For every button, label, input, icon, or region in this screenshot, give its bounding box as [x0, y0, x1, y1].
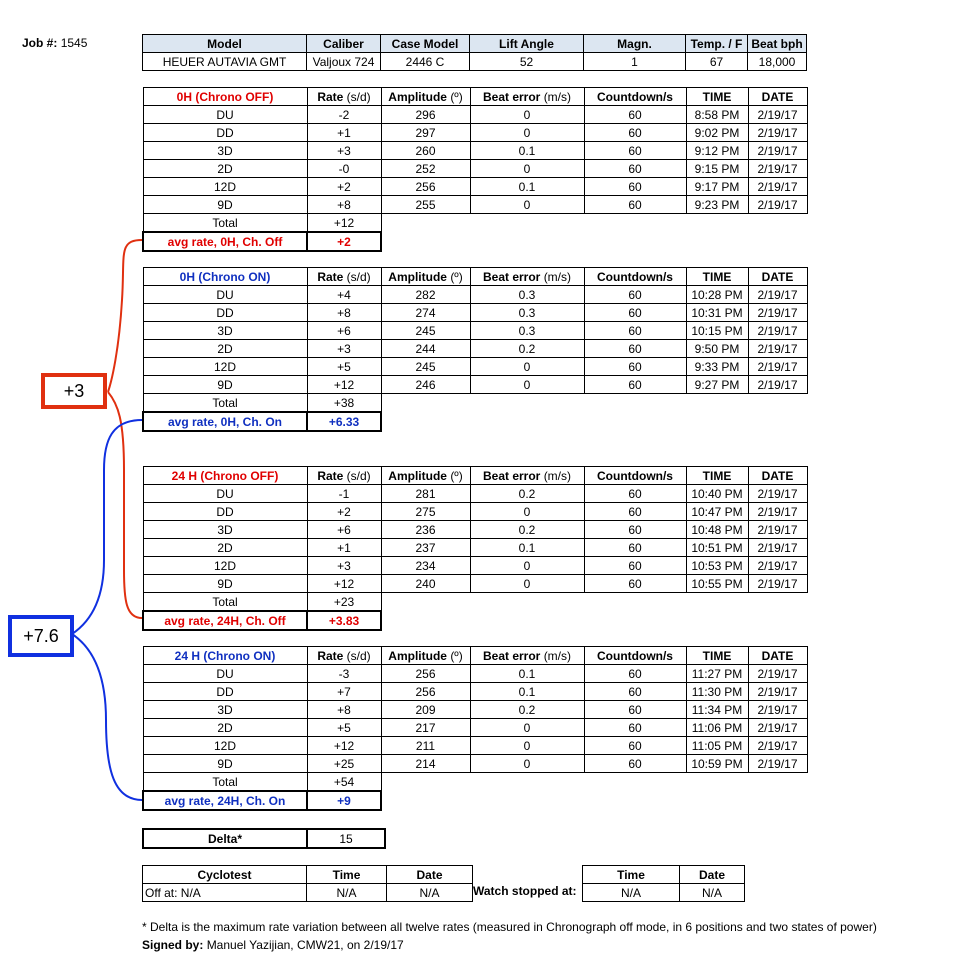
position-cell: 9D — [143, 575, 307, 593]
amplitude-header-text: Amplitude — [388, 468, 447, 483]
avg-rate-label: avg rate, 0H, Ch. On — [143, 412, 307, 431]
avg-rate-value: +2 — [307, 232, 381, 251]
cyclotest-header-row — [143, 866, 473, 884]
beat-error-cell: 0.3 — [470, 304, 584, 322]
amplitude-cell: 281 — [381, 485, 470, 503]
amplitude-header-text: Amplitude — [388, 89, 447, 104]
spec-header: Case Model — [381, 35, 470, 53]
rate-cell: +5 — [307, 719, 381, 737]
rate-header-unit: (s/d) — [346, 468, 371, 483]
beat-error-cell: 0.2 — [470, 701, 584, 719]
date-cell: 2/19/17 — [748, 539, 807, 557]
amplitude-cell: 245 — [381, 358, 470, 376]
position-cell: 9D — [143, 755, 307, 773]
time-cell: 10:48 PM — [686, 521, 748, 539]
position-cell: 2D — [143, 539, 307, 557]
spec-value: 52 — [470, 53, 584, 71]
rate-header-text: Rate — [317, 468, 344, 483]
date-cell: 2/19/17 — [748, 503, 807, 521]
beat-error-cell: 0 — [470, 503, 584, 521]
position-cell: 12D — [143, 178, 307, 196]
avg-rate-label: avg rate, 24H, Ch. Off — [143, 611, 307, 630]
position-cell: 3D — [143, 142, 307, 160]
countdown-cell: 60 — [584, 124, 686, 142]
amplitude-cell: 214 — [381, 755, 470, 773]
date-cell: 2/19/17 — [748, 178, 807, 196]
signature — [142, 938, 404, 952]
position-cell: DD — [143, 683, 307, 701]
stopped-header-row — [583, 866, 745, 884]
position-cell: 3D — [143, 701, 307, 719]
countdown-cell: 60 — [584, 701, 686, 719]
amplitude-cell: 211 — [381, 737, 470, 755]
beat-error-cell: 0.2 — [470, 485, 584, 503]
off-bracket-line — [108, 240, 142, 392]
time-cell: 9:12 PM — [686, 142, 748, 160]
rate-cell: -2 — [307, 106, 381, 124]
date-cell: 2/19/17 — [748, 340, 807, 358]
time-cell: 11:05 PM — [686, 737, 748, 755]
time-cell: 9:27 PM — [686, 376, 748, 394]
time-cell: 10:31 PM — [686, 304, 748, 322]
total-value: +54 — [307, 773, 381, 792]
job-value: 1545 — [60, 36, 88, 50]
date-header-text: DATE — [761, 89, 794, 104]
time-cell: 8:58 PM — [686, 106, 748, 124]
amplitude-cell: 256 — [381, 665, 470, 683]
avg-rate-label: avg rate, 0H, Ch. Off — [143, 232, 307, 251]
total-label: Total — [143, 593, 307, 612]
beat-error-cell: 0.3 — [470, 286, 584, 304]
beat-error-cell: 0 — [470, 557, 584, 575]
rate-cell: +25 — [307, 755, 381, 773]
countdown-header-text: Countdown/s — [597, 468, 673, 483]
amplitude-header-unit: (º) — [450, 269, 463, 284]
position-cell: 3D — [143, 322, 307, 340]
time-cell: 10:51 PM — [686, 539, 748, 557]
rate-cell: +8 — [307, 196, 381, 214]
beat-error-cell: 0.1 — [470, 683, 584, 701]
spec-header: Model — [143, 35, 307, 53]
beat-error-cell: 0 — [470, 106, 584, 124]
position-cell: DU — [143, 286, 307, 304]
on-bracket-line — [72, 634, 142, 800]
total-value: +23 — [307, 593, 381, 612]
spec-header: Magn. — [584, 35, 686, 53]
date-header-text: DATE — [761, 269, 794, 284]
stopped-header: Date — [680, 866, 745, 884]
time-cell: 9:02 PM — [686, 124, 748, 142]
rate-cell: +3 — [307, 142, 381, 160]
spec-header: Caliber — [307, 35, 381, 53]
signed-value: Manuel Yazijian, CMW21, on 2/19/17 — [206, 938, 404, 952]
amplitude-cell: 282 — [381, 286, 470, 304]
date-cell: 2/19/17 — [748, 358, 807, 376]
cyclotest-header: Date — [387, 866, 473, 884]
amplitude-cell: 296 — [381, 106, 470, 124]
total-value: +38 — [307, 394, 381, 413]
beat-error-header-unit: (m/s) — [543, 269, 572, 284]
rate-header-text: Rate — [317, 269, 344, 284]
position-cell: DU — [143, 485, 307, 503]
avg-rate-value: +9 — [307, 791, 381, 810]
beat-error-cell: 0.1 — [470, 665, 584, 683]
date-header-text: DATE — [761, 468, 794, 483]
cyclotest-date: N/A — [387, 884, 473, 902]
date-cell: 2/19/17 — [748, 286, 807, 304]
position-cell: 3D — [143, 521, 307, 539]
time-cell: 11:06 PM — [686, 719, 748, 737]
countdown-cell: 60 — [584, 322, 686, 340]
spec-header: Beat bph — [748, 35, 807, 53]
beat-error-cell: 0 — [470, 124, 584, 142]
beat-error-cell: 0 — [470, 196, 584, 214]
beat-error-cell: 0.2 — [470, 340, 584, 358]
beat-error-cell: 0.2 — [470, 521, 584, 539]
time-cell: 10:28 PM — [686, 286, 748, 304]
rate-cell: +12 — [307, 376, 381, 394]
countdown-cell: 60 — [584, 665, 686, 683]
time-cell: 9:33 PM — [686, 358, 748, 376]
beat-error-header-text: Beat error — [482, 468, 541, 483]
countdown-cell: 60 — [584, 755, 686, 773]
date-cell: 2/19/17 — [748, 160, 807, 178]
beat-error-cell: 0 — [470, 575, 584, 593]
rate-cell: -0 — [307, 160, 381, 178]
time-cell: 10:47 PM — [686, 503, 748, 521]
stopped-date: N/A — [680, 884, 745, 902]
date-cell: 2/19/17 — [748, 322, 807, 340]
date-cell: 2/19/17 — [748, 683, 807, 701]
beat-error-header-unit: (m/s) — [543, 89, 572, 104]
rate-cell: +2 — [307, 178, 381, 196]
cyclotest-time: N/A — [307, 884, 387, 902]
amplitude-cell: 252 — [381, 160, 470, 178]
cyclotest-row — [143, 884, 473, 902]
countdown-cell: 60 — [584, 485, 686, 503]
amplitude-cell: 256 — [381, 683, 470, 701]
amplitude-cell: 256 — [381, 178, 470, 196]
amplitude-cell: 297 — [381, 124, 470, 142]
job-label: Job #: — [22, 36, 58, 50]
position-cell: DD — [143, 503, 307, 521]
time-cell: 10:15 PM — [686, 322, 748, 340]
total-value: +12 — [307, 214, 381, 233]
beat-error-cell: 0 — [470, 737, 584, 755]
amplitude-cell: 217 — [381, 719, 470, 737]
amplitude-cell: 246 — [381, 376, 470, 394]
time-cell: 10:55 PM — [686, 575, 748, 593]
date-cell: 2/19/17 — [748, 376, 807, 394]
off-diff-callout — [41, 373, 107, 409]
countdown-cell: 60 — [584, 557, 686, 575]
amplitude-cell: 234 — [381, 557, 470, 575]
beat-error-header-unit: (m/s) — [543, 648, 572, 663]
rate-cell: +7 — [307, 683, 381, 701]
position-cell: 9D — [143, 376, 307, 394]
position-cell: 12D — [143, 557, 307, 575]
position-cell: 9D — [143, 196, 307, 214]
on-diff-callout — [8, 615, 74, 657]
spec-value: 67 — [686, 53, 748, 71]
beat-error-cell: 0.1 — [470, 539, 584, 557]
total-label: Total — [143, 394, 307, 413]
time-header-text: TIME — [702, 89, 732, 104]
rate-header-text: Rate — [317, 89, 344, 104]
watch-stopped-label: Watch stopped at: — [473, 884, 577, 898]
date-cell: 2/19/17 — [748, 485, 807, 503]
position-cell: 12D — [143, 358, 307, 376]
date-cell: 2/19/17 — [748, 755, 807, 773]
amplitude-cell: 274 — [381, 304, 470, 322]
spec-value: 2446 C — [381, 53, 470, 71]
rate-cell: +6 — [307, 521, 381, 539]
countdown-cell: 60 — [584, 683, 686, 701]
countdown-cell: 60 — [584, 304, 686, 322]
rate-cell: +8 — [307, 701, 381, 719]
countdown-cell: 60 — [584, 719, 686, 737]
countdown-header-text: Countdown/s — [597, 648, 673, 663]
time-header-text: TIME — [702, 468, 732, 483]
rate-cell: +6 — [307, 322, 381, 340]
rate-cell: +8 — [307, 304, 381, 322]
date-cell: 2/19/17 — [748, 557, 807, 575]
time-cell: 10:40 PM — [686, 485, 748, 503]
position-cell: DD — [143, 124, 307, 142]
date-cell: 2/19/17 — [748, 106, 807, 124]
delta-table — [142, 828, 386, 849]
countdown-header-text: Countdown/s — [597, 89, 673, 104]
beat-error-cell: 0 — [470, 160, 584, 178]
beat-error-cell: 0 — [470, 358, 584, 376]
date-cell: 2/19/17 — [748, 124, 807, 142]
table-title: 24 H (Chrono ON) — [143, 647, 307, 665]
countdown-cell: 60 — [584, 521, 686, 539]
time-cell: 9:23 PM — [686, 196, 748, 214]
signed-label: Signed by: — [142, 938, 204, 952]
beat-error-header-text: Beat error — [482, 269, 541, 284]
countdown-cell: 60 — [584, 142, 686, 160]
amplitude-cell: 237 — [381, 539, 470, 557]
cyclotest-off-at: Off at: N/A — [143, 884, 307, 902]
cyclotest-table — [142, 865, 473, 902]
beat-error-header-text: Beat error — [482, 648, 541, 663]
date-cell: 2/19/17 — [748, 719, 807, 737]
table-title: 24 H (Chrono OFF) — [143, 467, 307, 485]
rate-header-unit: (s/d) — [346, 269, 371, 284]
countdown-cell: 60 — [584, 286, 686, 304]
amplitude-cell: 245 — [381, 322, 470, 340]
footnote: * Delta is the maximum rate variation between all twelve rates (measured in Chronograph off mode, in 6 positions and two states of power) — [142, 920, 877, 934]
date-cell: 2/19/17 — [748, 304, 807, 322]
amplitude-cell: 260 — [381, 142, 470, 160]
position-cell: DU — [143, 106, 307, 124]
position-cell: 2D — [143, 719, 307, 737]
rate-cell: +1 — [307, 124, 381, 142]
beat-error-cell: 0.1 — [470, 142, 584, 160]
amplitude-header-unit: (º) — [450, 468, 463, 483]
time-cell: 11:27 PM — [686, 665, 748, 683]
beat-error-header-unit: (m/s) — [543, 468, 572, 483]
table-title: 0H (Chrono OFF) — [143, 88, 307, 106]
position-cell: 2D — [143, 340, 307, 358]
time-cell: 11:34 PM — [686, 701, 748, 719]
date-cell: 2/19/17 — [748, 665, 807, 683]
position-cell: DU — [143, 665, 307, 683]
rate-header-unit: (s/d) — [346, 648, 371, 663]
countdown-cell: 60 — [584, 340, 686, 358]
avg-rate-value: +6.33 — [307, 412, 381, 431]
countdown-cell: 60 — [584, 358, 686, 376]
countdown-cell: 60 — [584, 737, 686, 755]
stopped-header: Time — [583, 866, 680, 884]
spec-value: Valjoux 724 — [307, 53, 381, 71]
rate-cell: +5 — [307, 358, 381, 376]
countdown-cell: 60 — [584, 575, 686, 593]
cyclotest-header: Time — [307, 866, 387, 884]
rate-cell: +4 — [307, 286, 381, 304]
beat-error-cell: 0 — [470, 376, 584, 394]
date-cell: 2/19/17 — [748, 575, 807, 593]
countdown-cell: 60 — [584, 376, 686, 394]
countdown-cell: 60 — [584, 196, 686, 214]
delta-label: Delta* — [143, 829, 307, 848]
spec-value: HEUER AUTAVIA GMT — [143, 53, 307, 71]
position-cell: DD — [143, 304, 307, 322]
delta-row — [143, 829, 385, 848]
countdown-cell: 60 — [584, 503, 686, 521]
date-cell: 2/19/17 — [748, 521, 807, 539]
on-bracket-line — [72, 420, 142, 634]
rate-cell: +12 — [307, 737, 381, 755]
time-header-text: TIME — [702, 269, 732, 284]
amplitude-cell: 209 — [381, 701, 470, 719]
rate-cell: +12 — [307, 575, 381, 593]
rate-header-text: Rate — [317, 648, 344, 663]
amplitude-cell: 255 — [381, 196, 470, 214]
countdown-cell: 60 — [584, 178, 686, 196]
countdown-cell: 60 — [584, 160, 686, 178]
beat-error-cell: 0 — [470, 719, 584, 737]
time-header-text: TIME — [702, 648, 732, 663]
on-diff-value: +7.6 — [23, 625, 59, 646]
stopped-table — [582, 865, 745, 902]
rate-cell: +2 — [307, 503, 381, 521]
off-bracket-line — [108, 392, 142, 618]
rate-cell: +1 — [307, 539, 381, 557]
amplitude-header-unit: (º) — [450, 648, 463, 663]
countdown-cell: 60 — [584, 106, 686, 124]
amplitude-cell: 275 — [381, 503, 470, 521]
amplitude-header-text: Amplitude — [388, 648, 447, 663]
rate-header-unit: (s/d) — [346, 89, 371, 104]
date-header-text: DATE — [761, 648, 794, 663]
date-cell: 2/19/17 — [748, 142, 807, 160]
avg-rate-label: avg rate, 24H, Ch. On — [143, 791, 307, 810]
spec-header: Temp. / F — [686, 35, 748, 53]
time-cell: 9:17 PM — [686, 178, 748, 196]
rate-cell: +3 — [307, 557, 381, 575]
delta-value: 15 — [307, 829, 385, 848]
rate-cell: +3 — [307, 340, 381, 358]
stopped-row — [583, 884, 745, 902]
total-label: Total — [143, 214, 307, 233]
amplitude-cell: 244 — [381, 340, 470, 358]
cyclotest-header: Cyclotest — [143, 866, 307, 884]
off-diff-value: +3 — [63, 380, 85, 401]
table-title: 0H (Chrono ON) — [143, 268, 307, 286]
spec-value: 1 — [584, 53, 686, 71]
stopped-time: N/A — [583, 884, 680, 902]
time-cell: 10:59 PM — [686, 755, 748, 773]
beat-error-header-text: Beat error — [482, 89, 541, 104]
date-cell: 2/19/17 — [748, 196, 807, 214]
countdown-header-text: Countdown/s — [597, 269, 673, 284]
amplitude-header-text: Amplitude — [388, 269, 447, 284]
date-cell: 2/19/17 — [748, 737, 807, 755]
time-cell: 11:30 PM — [686, 683, 748, 701]
position-cell: 12D — [143, 737, 307, 755]
rate-cell: -1 — [307, 485, 381, 503]
time-cell: 9:15 PM — [686, 160, 748, 178]
avg-rate-value: +3.83 — [307, 611, 381, 630]
total-label: Total — [143, 773, 307, 792]
date-cell: 2/19/17 — [748, 701, 807, 719]
spec-header: Lift Angle — [470, 35, 584, 53]
time-cell: 9:50 PM — [686, 340, 748, 358]
beat-error-cell: 0 — [470, 755, 584, 773]
rate-cell: -3 — [307, 665, 381, 683]
beat-error-cell: 0.1 — [470, 178, 584, 196]
amplitude-header-unit: (º) — [450, 89, 463, 104]
time-cell: 10:53 PM — [686, 557, 748, 575]
countdown-cell: 60 — [584, 539, 686, 557]
position-cell: 2D — [143, 160, 307, 178]
amplitude-cell: 240 — [381, 575, 470, 593]
beat-error-cell: 0.3 — [470, 322, 584, 340]
spec-value: 18,000 — [748, 53, 807, 71]
amplitude-cell: 236 — [381, 521, 470, 539]
